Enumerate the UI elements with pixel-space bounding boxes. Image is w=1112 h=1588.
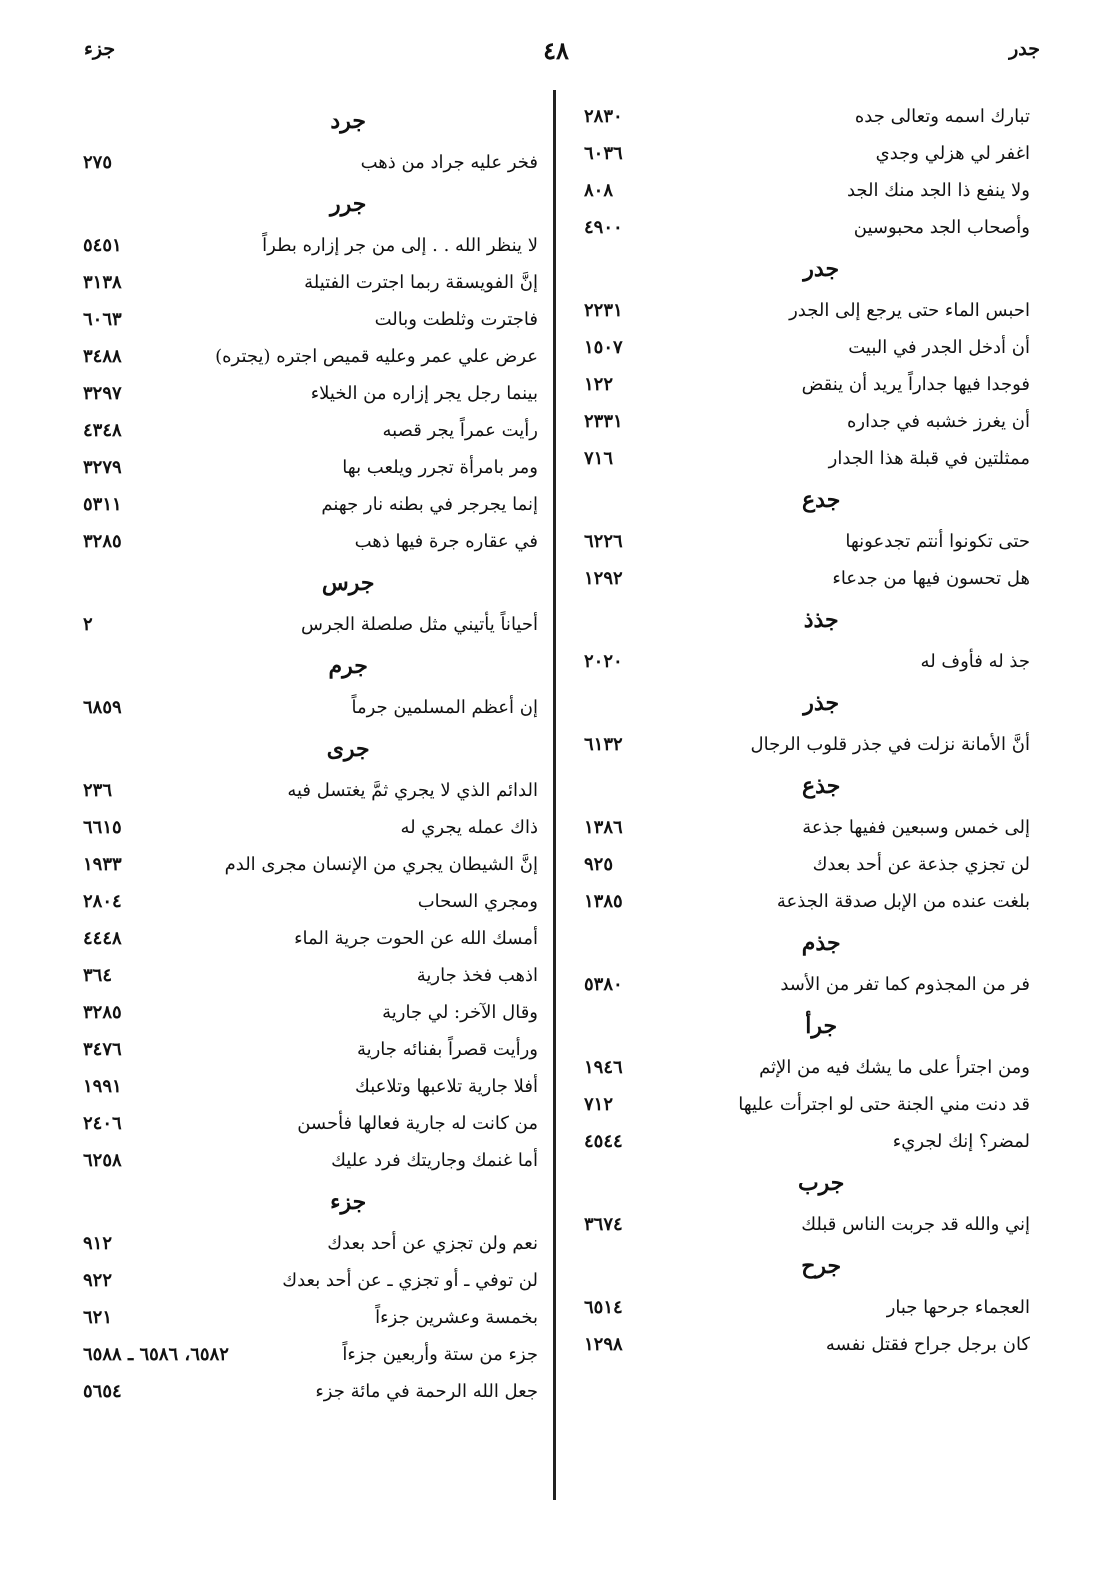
- entry-number: ٩٢٢: [83, 1270, 113, 1291]
- entry-text: أن أدخل الجدر في البيت: [848, 337, 1030, 358]
- entry-text: ورأيت قصراً بفنائه جارية: [356, 1039, 538, 1060]
- entry-text: أحياناً يأتيني مثل صلصلة الجرس: [301, 614, 538, 635]
- index-entry: [75, 523, 538, 560]
- entry-text: بلغت عنده من الإبل صدقة الجذعة: [776, 891, 1030, 912]
- index-entry: [75, 1105, 538, 1142]
- root-heading-text: جرد: [330, 108, 366, 134]
- entry-number: ٤٥٤٤: [584, 1131, 623, 1152]
- entry-number: ٧١٦: [584, 448, 614, 469]
- root-heading-text: جرر: [329, 191, 367, 217]
- root-heading: [576, 920, 1030, 966]
- entry-text: احبس الماء حتى يرجع إلى الجدر: [789, 300, 1030, 321]
- index-entry: [75, 994, 538, 1031]
- root-heading: [576, 680, 1030, 726]
- root-heading-text: جذم: [801, 930, 841, 956]
- root-heading-text: جرأ: [805, 1013, 838, 1039]
- entry-number: ٦٥١٤: [584, 1297, 623, 1318]
- entry-number: ٢٣٦: [83, 780, 113, 801]
- entry-number: ٣٦٤: [83, 965, 113, 986]
- index-entry: [576, 726, 1030, 763]
- entry-number: ٦٠٣٦: [584, 143, 623, 164]
- index-entry: [75, 920, 538, 957]
- entry-number: ١٢٩٨: [584, 1334, 623, 1355]
- entry-text: تبارك اسمه وتعالى جده: [854, 106, 1030, 127]
- entry-text: الدائم الذي لا يجري ثمَّ يغتسل فيه: [287, 780, 538, 801]
- entry-number: ٢٤٠٦: [83, 1113, 122, 1134]
- index-entry: [75, 486, 538, 523]
- index-entry: [75, 1068, 538, 1105]
- entry-text: لن تجزي جذعة عن أحد بعدك: [812, 854, 1030, 875]
- entry-text: لا ينظر الله . . إلى من جر إزاره بطراً: [262, 235, 538, 256]
- entry-text: فخر عليه جراد من ذهب: [360, 152, 538, 173]
- entry-number: ٣٤٨٨: [83, 346, 122, 367]
- entry-number: ٥٦٥٤: [83, 1381, 122, 1402]
- entry-number: ٦٢١: [83, 1307, 113, 1328]
- index-entry: [75, 227, 538, 264]
- entry-text: ومجري السحاب: [417, 891, 538, 912]
- index-entry: [75, 301, 538, 338]
- entry-number: ٣١٣٨: [83, 272, 122, 293]
- entry-number: ٦٦١٥: [83, 817, 122, 838]
- index-entry: [75, 883, 538, 920]
- root-heading: [75, 643, 538, 689]
- entry-text: إنَّ الفويسقة ربما اجترت الفتيلة: [304, 272, 538, 293]
- entry-text: فر من المجذوم كما تفر من الأسد: [780, 974, 1030, 995]
- index-entry: [576, 560, 1030, 597]
- entry-number: ٣٢٩٧: [83, 383, 122, 404]
- index-entry: [75, 449, 538, 486]
- index-entry: [576, 809, 1030, 846]
- entry-text: كان برجل جراح فقتل نفسه: [825, 1334, 1030, 1355]
- index-entry: [576, 98, 1030, 135]
- index-entry: [576, 403, 1030, 440]
- entry-text: ممثلتين في قبلة هذا الجدار: [828, 448, 1030, 469]
- index-entry: [75, 1373, 538, 1410]
- entry-text: وأصحاب الجد محبوسين: [853, 217, 1030, 238]
- index-entry: [75, 338, 538, 375]
- entry-number: ٩١٢: [83, 1233, 113, 1254]
- root-heading: [576, 246, 1030, 292]
- entry-text: قد دنت مني الجنة حتى لو اجترأت عليها: [738, 1094, 1030, 1115]
- index-column-left: [75, 98, 538, 1410]
- index-entry: [75, 809, 538, 846]
- entry-text: أفلا جارية تلاعبها وتلاعبك: [355, 1076, 538, 1097]
- index-entry: [576, 1086, 1030, 1123]
- root-heading: [576, 477, 1030, 523]
- entry-number: ٣٦٧٤: [584, 1214, 623, 1235]
- index-entry: [576, 523, 1030, 560]
- entry-text: أما غنمك وجاريتك فرد عليك: [331, 1150, 538, 1171]
- entry-number: ١٢٢: [584, 374, 614, 395]
- index-entry: [75, 1299, 538, 1336]
- entry-text: ومن اجترأ على ما يشك فيه من الإثم: [759, 1057, 1030, 1078]
- root-heading-text: جرب: [797, 1170, 845, 1196]
- index-entry: [75, 1262, 538, 1299]
- entry-number: ١٣٨٦: [584, 817, 623, 838]
- entry-number: ٦٠٦٣: [83, 309, 122, 330]
- index-entry: [576, 209, 1030, 246]
- entry-number: ٣٢٨٥: [83, 531, 122, 552]
- entry-text: العجماء جرحها جبار: [886, 1297, 1030, 1318]
- entry-number: ٦٢٢٦: [584, 531, 623, 552]
- index-entry: [75, 264, 538, 301]
- index-entry: [576, 1326, 1030, 1363]
- root-heading: [576, 597, 1030, 643]
- entry-text: إن أعظم المسلمين جرماً: [351, 697, 538, 718]
- entry-number: ٥٣٨٠: [584, 974, 623, 995]
- running-header-right: جدر: [1009, 38, 1040, 60]
- index-entry: [75, 772, 538, 809]
- entry-text: عرض علي عمر وعليه قميص اجتره (يجتره): [215, 346, 538, 367]
- index-entry: [576, 1123, 1030, 1160]
- entry-number: ٤٩٠٠: [584, 217, 623, 238]
- index-entry: [75, 375, 538, 412]
- entry-number: ٢٠٢٠: [584, 651, 623, 672]
- root-heading: [75, 181, 538, 227]
- index-entry: [75, 1142, 538, 1179]
- root-heading: [576, 1160, 1030, 1206]
- entry-text: إني والله قد جربت الناس قبلك: [801, 1214, 1030, 1235]
- entry-text: أنَّ الأمانة نزلت في جذر قلوب الرجال: [750, 734, 1030, 755]
- index-entry: [75, 1225, 538, 1262]
- entry-text: في عقاره جرة فيها ذهب: [354, 531, 538, 552]
- entry-text: لمضر؟ إنك لجريء: [892, 1131, 1030, 1152]
- index-entry: [576, 846, 1030, 883]
- entry-number: ١٩٤٦: [584, 1057, 623, 1078]
- entry-number: ١٩٣٣: [83, 854, 122, 875]
- entry-number: ٣٢٨٥: [83, 1002, 122, 1023]
- index-entry: [75, 846, 538, 883]
- entry-number: ٦١٣٢: [584, 734, 623, 755]
- root-heading-text: جذذ: [803, 607, 839, 633]
- entry-number: ٣٢٧٩: [83, 457, 122, 478]
- entry-number: ٢: [83, 614, 93, 635]
- entry-text: ذاك عمله يجري له: [400, 817, 538, 838]
- root-heading: [576, 763, 1030, 809]
- entry-number: ٦٥٨٢، ٦٥٨٦ ـ ٦٥٨٨: [83, 1344, 229, 1365]
- entry-number: ٤٣٤٨: [83, 420, 122, 441]
- root-heading: [75, 1179, 538, 1225]
- entry-text: فاجترت وثلطت وبالت: [374, 309, 538, 330]
- entry-text: جزء من ستة وأربعين جزءاً: [342, 1344, 538, 1365]
- root-heading-text: جذع: [802, 773, 841, 799]
- index-entry: [75, 144, 538, 181]
- entry-text: رأيت عمراً يجر قصبه: [382, 420, 538, 441]
- index-entry: [576, 172, 1030, 209]
- entry-number: ٢٢٣١: [584, 300, 623, 321]
- entry-number: ٢٧٥: [83, 152, 113, 173]
- root-heading-text: جذر: [803, 690, 840, 716]
- index-entry: [576, 643, 1030, 680]
- entry-text: اذهب فخذ جارية: [416, 965, 538, 986]
- entry-text: أن يغرز خشبه في جداره: [847, 411, 1030, 432]
- entry-number: ٢٨٠٤: [83, 891, 122, 912]
- entry-text: نعم ولن تجزي عن أحد بعدك: [327, 1233, 538, 1254]
- index-entry: [75, 689, 538, 726]
- index-entry: [75, 412, 538, 449]
- entry-text: حتى تكونوا أنتم تجدعونها: [845, 531, 1030, 552]
- entry-text: وقال الآخر: لي جارية: [382, 1002, 538, 1023]
- root-heading-text: جرم: [328, 653, 368, 679]
- root-heading: [75, 98, 538, 144]
- page-number: ٤٨: [543, 36, 569, 65]
- entry-text: لن توفي ـ أو تجزي ـ عن أحد بعدك: [282, 1270, 538, 1291]
- root-heading: [75, 726, 538, 772]
- index-entry: [576, 1049, 1030, 1086]
- column-divider: [553, 90, 556, 1500]
- entry-text: من كانت له جارية فعالها فأحسن: [297, 1113, 538, 1134]
- entry-number: ٥٣١١: [83, 494, 122, 515]
- entry-text: إلى خمس وسبعين ففيها جذعة: [802, 817, 1030, 838]
- index-entry: [576, 1289, 1030, 1326]
- entry-number: ١٢٩٢: [584, 568, 623, 589]
- entry-text: هل تحسون فيها من جدعاء: [832, 568, 1030, 589]
- entry-number: ٧١٢: [584, 1094, 614, 1115]
- root-heading: [576, 1243, 1030, 1289]
- index-entry: [75, 606, 538, 643]
- root-heading-text: جرى: [326, 736, 370, 762]
- index-entry: [75, 1336, 538, 1373]
- index-entry: [576, 292, 1030, 329]
- index-entry: [75, 957, 538, 994]
- root-heading-text: جدر: [803, 256, 840, 282]
- root-heading: [75, 560, 538, 606]
- entry-number: ٤٤٤٨: [83, 928, 122, 949]
- entry-text: اغفر لي هزلي وجدي: [875, 143, 1030, 164]
- entry-number: ٥٤٥١: [83, 235, 122, 256]
- index-entry: [576, 1206, 1030, 1243]
- entry-text: ومر بامرأة تجرر ويلعب بها: [342, 457, 538, 478]
- index-entry: [75, 1031, 538, 1068]
- entry-number: ٩٢٥: [584, 854, 614, 875]
- entry-text: إنَّ الشيطان يجري من الإنسان مجرى الدم: [224, 854, 538, 875]
- entry-text: بخمسة وعشرين جزءاً: [375, 1307, 538, 1328]
- entry-number: ٣٤٧٦: [83, 1039, 122, 1060]
- entry-text: ولا ينفع ذا الجد منك الجد: [846, 180, 1030, 201]
- index-column-right: [576, 98, 1030, 1363]
- entry-number: ٨٠٨: [584, 180, 614, 201]
- entry-text: بينما رجل يجر إزاره من الخيلاء: [310, 383, 538, 404]
- entry-number: ٢٨٣٠: [584, 106, 623, 127]
- index-entry: [576, 366, 1030, 403]
- running-header-left: جزء: [84, 38, 116, 60]
- entry-text: جذ له فأوف له: [920, 651, 1030, 672]
- root-heading: [576, 1003, 1030, 1049]
- index-entry: [576, 966, 1030, 1003]
- entry-number: ٢٣٣١: [584, 411, 623, 432]
- root-heading-text: جرس: [321, 570, 375, 596]
- entry-text: أمسك الله عن الحوت جرية الماء: [294, 928, 538, 949]
- entry-text: جعل الله الرحمة في مائة جزء: [315, 1381, 538, 1402]
- index-entry: [576, 329, 1030, 366]
- entry-number: ١٥٠٧: [584, 337, 623, 358]
- entry-text: فوجدا فيها جداراً يريد أن ينقض: [801, 374, 1030, 395]
- entry-number: ١٣٨٥: [584, 891, 623, 912]
- index-entry: [576, 135, 1030, 172]
- entry-number: ٦٨٥٩: [83, 697, 122, 718]
- root-heading-text: جرح: [801, 1253, 842, 1279]
- root-heading-text: جزء: [330, 1189, 367, 1215]
- index-entry: [576, 440, 1030, 477]
- entry-number: ١٩٩١: [83, 1076, 122, 1097]
- root-heading-text: جدع: [802, 487, 841, 513]
- index-entry: [576, 883, 1030, 920]
- entry-number: ٦٢٥٨: [83, 1150, 122, 1171]
- entry-text: إنما يجرجر في بطنه نار جهنم: [321, 494, 538, 515]
